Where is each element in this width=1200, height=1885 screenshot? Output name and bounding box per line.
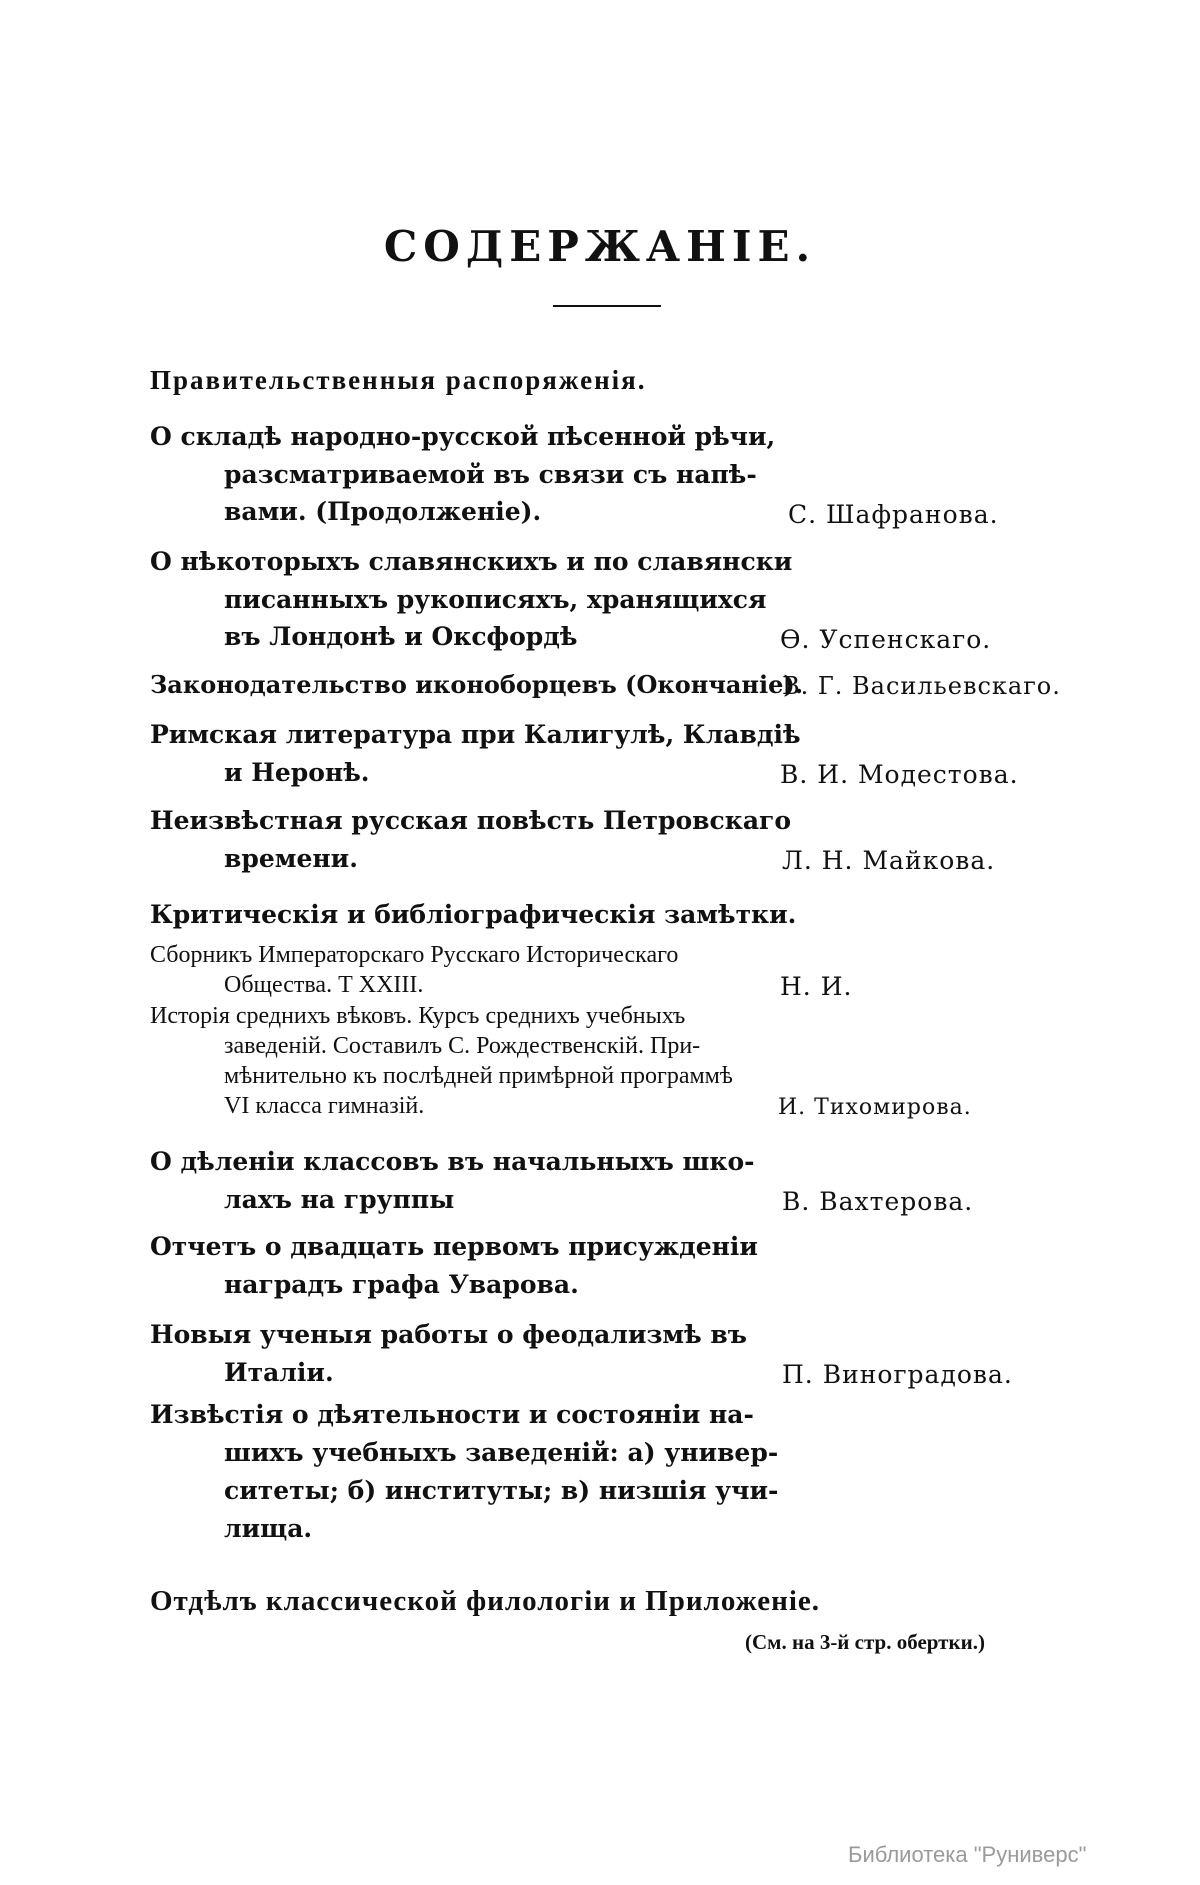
note-line: Сборникъ Императорскаго Русскаго Историческаго xyxy=(150,942,679,968)
entry-line: Неизвѣстная русская повѣсть Петровскаго xyxy=(150,806,792,835)
note-line: заведеній. Составилъ С. Рождественскій. При- xyxy=(224,1033,701,1059)
entry-author: В. Вахтерова. xyxy=(782,1187,974,1216)
entry-author: Л. Н. Майкова. xyxy=(782,846,996,875)
entry-line: и Неронѣ. xyxy=(224,758,370,787)
entry-line: лахъ на группы xyxy=(224,1185,455,1214)
entry-line: О дѣленіи классовъ въ начальныхъ шко- xyxy=(150,1147,755,1176)
appendix-heading: Отдѣлъ классической филологіи и Приложеніе. xyxy=(150,1585,821,1617)
library-watermark: Библиотека "Руниверс" xyxy=(848,1842,1087,1867)
entry-line: Законодательство иконоборцевъ (Окончаніе). xyxy=(150,670,804,699)
entry-line: лища. xyxy=(224,1514,313,1543)
entry-line: наградъ графа Уварова. xyxy=(224,1270,579,1299)
entry-line: Извѣстія о дѣятельности и состояніи на- xyxy=(150,1400,754,1429)
entry-line: разсматриваемой въ связи съ напѣ- xyxy=(224,460,757,489)
entry-author: Ѳ. Успенскаго. xyxy=(780,625,992,654)
section-heading-government: Правительственныя распоряженія. xyxy=(150,365,647,395)
entry-author: П. Виноградова. xyxy=(782,1360,1013,1389)
note-line: Общества. Т XXIII. xyxy=(224,972,424,998)
entry-line: Римская литература при Калигулѣ, Клавдіѣ xyxy=(150,720,801,749)
cover-note: (См. на 3-й стр. обертки.) xyxy=(745,1630,985,1654)
entry-author: В. Г. Васильевскаго. xyxy=(782,672,1061,700)
note-line: Исторія среднихъ вѣковъ. Курсъ среднихъ учебныхъ xyxy=(150,1003,686,1029)
entry-line: вами. (Продолженіе). xyxy=(224,497,542,526)
note-author: И. Тихомирова. xyxy=(778,1095,972,1120)
entry-line: ситеты; б) институты; в) низшія учи- xyxy=(224,1476,779,1505)
page-title: СОДЕРЖАНІЕ. xyxy=(383,222,817,271)
title-divider xyxy=(553,305,661,307)
note-line: VI класса гимназій. xyxy=(224,1093,425,1119)
entry-line: времени. xyxy=(224,844,358,873)
note-line: мѣнительно къ послѣдней примѣрной программѣ xyxy=(224,1063,733,1089)
entry-line: Италіи. xyxy=(224,1358,334,1387)
note-author: Н. И. xyxy=(780,972,853,1001)
entry-line: О складѣ народно-русской пѣсенной рѣчи, xyxy=(150,422,776,451)
entry-line: Новыя ученыя работы о феодализмѣ въ xyxy=(150,1320,747,1349)
entry-author: В. И. Модестова. xyxy=(780,760,1019,789)
entry-line: О нѣкоторыхъ славянскихъ и по славянски xyxy=(150,547,793,576)
entry-line: Отчетъ о двадцать первомъ присужденіи xyxy=(150,1232,758,1261)
entry-line: писанныхъ рукописяхъ, хранящихся xyxy=(224,585,767,614)
entry-author: С. Шафранова. xyxy=(788,500,999,529)
entry-line: шихъ учебныхъ заведеній: а) универ- xyxy=(224,1438,779,1467)
critical-heading: Критическія и библіографическія замѣтки. xyxy=(150,900,797,929)
entry-line: въ Лондонѣ и Оксфордѣ xyxy=(224,622,578,651)
